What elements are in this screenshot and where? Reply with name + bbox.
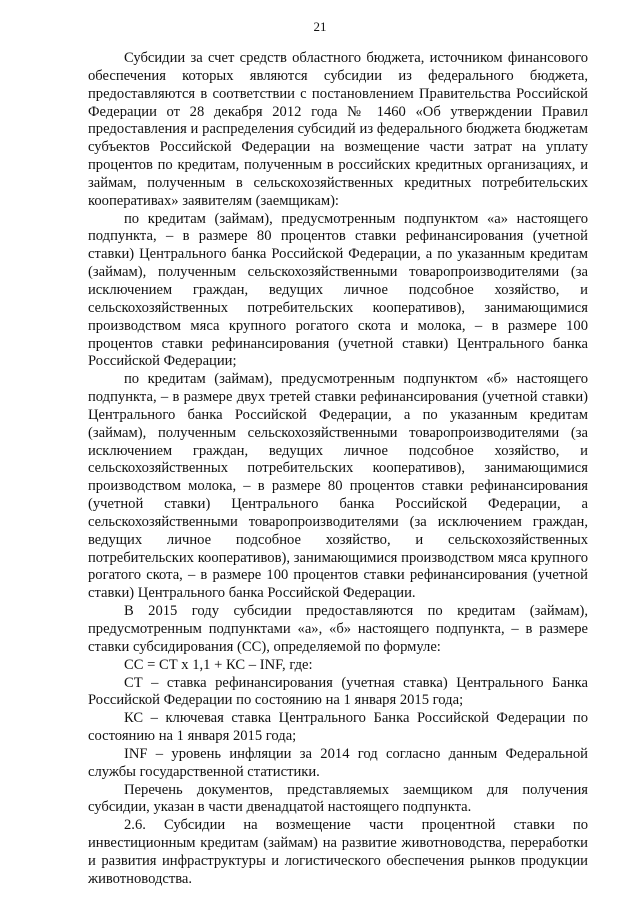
- document-body: [88, 50, 588, 889]
- paragraph-st-definition: СТ – ставка рефинансирования (учетная ставка) Центрального Банка Российской Федерации по состоянию на 1 января 2015 года;: [88, 674, 588, 709]
- paragraph-subpoint-b: по кредитам (займам), предусмотренным подпунктом «б» настоящего подпункта, – в размере двух третей ставки рефинансирования (учетной ставки) Центрального банка Российской Федерации, а по указанным кредитам (займам), полученным сельскохозяйственными товаропроизводителями (за исключением граждан, ведущих личное подсобное хозяйство, и сельскохозяйственных потребительских кооперативов), занимающимися производством молока, – в размере 80 процентов ставки рефинансирования (учетной ставки) Центрального банка Российской Федерации, а сельскохозяйственными товаропроизводителями (за исключением граждан, ведущих личное подсобное хозяйство, и сельскохозяйственных потребительских кооперативов), занимающимися производством мяса крупного рогатого скота, – в размере 100 процентов ставки рефинансирования (учетной ставки) Центрального банка Российской Федерации.: [88, 371, 588, 602]
- paragraph-subpoint-a: по кредитам (займам), предусмотренным подпунктом «а» настоящего подпункта, – в размере 80 процентов ставки рефинансирования (учетной ставки) Центрального банка Российской Федерации, а по указанным кредитам (займам), полученным сельскохозяйственными товаропроизводителями (за исключением граждан, ведущих личное подсобное хозяйство, и сельскохозяйственных потребительских кооперативов), занимающимися производством мяса крупного рогатого скота и молока, – в размере 100 процентов ставки рефинансирования (учетной ставки) Центрального банка Российской Федерации;: [88, 210, 588, 370]
- paragraph-ks-definition: КС – ключевая ставка Центрального Банка Российской Федерации по состоянию на 1 января 2015 года;: [88, 710, 588, 745]
- paragraph-formula: СС = СТ х 1,1 + КС – INF, где:: [124, 656, 313, 673]
- paragraph-2015-rate: В 2015 году субсидии предоставляются по кредитам (займам), предусмотренным подпунктами «а», «б» настоящего подпункта, – в размере ставки субсидирования (СС), определяемой по формуле:: [88, 603, 588, 655]
- page-number: 21: [313, 19, 327, 34]
- paragraph-inf-definition: INF – уровень инфляции за 2014 год согласно данным Федеральной службы государственной статистики.: [88, 745, 588, 780]
- paragraph-subsidies-intro: Субсидии за счет средств областного бюджета, источником финансового обеспечения которых являются субсидии из федерального бюджета, предоставляются в соответствии с постановлением Правительства Российской Федерации от 28 декабря 2012 года № 1460 «Об утверждении Правил предоставления и распределения субсидий из федерального бюджета бюджетам субъектов Российской Федерации на возмещение части затрат на уплату процентов по кредитам, полученным в российских кредитных организациях, и займам, полученным в сельскохозяйственных кредитных потребительских кооперативах» заявителям (заемщикам):: [88, 50, 588, 209]
- paragraph-section-2-6: 2.6. Субсидии на возмещение части процентной ставки по инвестиционным кредитам (займам) на развитие животноводства, переработки и развития инфраструктуры и логистического обеспечения рынков продукции животноводства.: [88, 817, 588, 887]
- paragraph-documents-list: Перечень документов, представляемых заемщиком для получения субсидии, указан в части двенадцатой настоящего подпункта.: [88, 781, 588, 816]
